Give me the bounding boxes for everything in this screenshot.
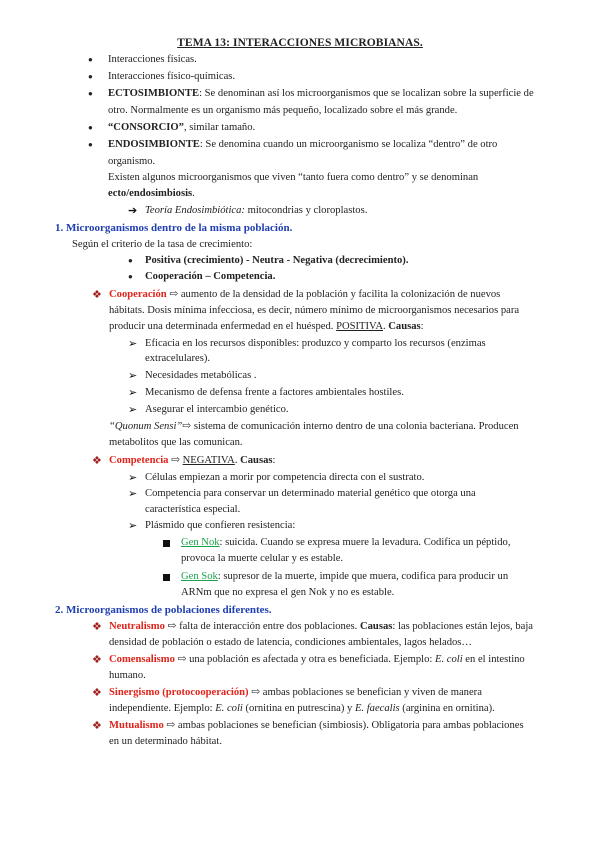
siner-text-c: (arginina en ornitina). (399, 703, 495, 714)
coop-item-4: Asegurar el intercambio genético. (145, 404, 289, 415)
bullet-dot: ● (88, 89, 93, 98)
siner-efaecalis: E. faecalis (354, 703, 400, 714)
comp-text-a: ⇨ (168, 455, 183, 466)
bullet-dot: ● (88, 140, 93, 149)
chevron-right-icon: ➢ (128, 370, 138, 382)
mutualismo-line1 (109, 719, 524, 733)
section-2-heading: 2. Microorganismos de poblaciones diferentes. (55, 604, 272, 616)
intro-consorcio (108, 121, 255, 135)
neut-causas: Causas (359, 621, 393, 632)
bullet-dot: ● (88, 123, 93, 132)
endo-term: ENDOSIMBIONTE (108, 139, 200, 150)
endo-text: : Se denomina cuando un microorganismo se localiza “dentro” de otro (199, 139, 498, 150)
chevron-right-icon: ➢ (128, 338, 138, 350)
consorcio-term: “CONSORCIO” (108, 122, 184, 133)
coop-item-3: Mecanismo de defensa frente a factores ambientales hostiles. (145, 387, 404, 398)
comensalismo-line1 (109, 653, 525, 667)
siner-text: ⇨ ambas poblaciones se benefician y viven de manera (248, 687, 482, 698)
intro-item-2: Interacciones físico-químicas. (108, 71, 236, 82)
diamond-bullet-icon: ❖ (92, 289, 102, 301)
neut-text-a: ⇨ falta de interacción entre dos poblaciones. (164, 621, 360, 632)
siner-text-b: (ornitina en putrescina) y (242, 703, 355, 714)
bullet-dot: ● (128, 272, 133, 281)
coop-causas: Causas (388, 321, 421, 332)
intro-endo-line1 (108, 138, 497, 152)
comp-negativa: NEGATIVA (182, 455, 235, 466)
neutralismo-line1 (109, 620, 533, 634)
cooperacion-line1 (109, 288, 500, 302)
bullet-dot: ● (88, 72, 93, 81)
gen-nok-text: : suicida. Cuando se expresa muere la levadura. Codifica un péptido, (219, 537, 511, 548)
existen-end: . (192, 188, 195, 199)
consorcio-text: , similar tamaño. (183, 122, 256, 133)
neutralismo-line2: densidad de población o estado de latencia, condiciones ambientales, lagos helados… (109, 637, 473, 648)
sinergismo-term: Sinergismo (protocooperación) (109, 687, 249, 698)
diamond-bullet-icon: ❖ (92, 654, 102, 666)
comensalismo-line2: humano. (109, 670, 146, 681)
diamond-bullet-icon: ❖ (92, 621, 102, 633)
intro-endo-line2: organismo. (108, 156, 156, 167)
sinergismo-line1 (109, 686, 482, 700)
comen-text-b: en el intestino (462, 654, 525, 665)
teoria-line (145, 204, 367, 218)
neut-text-b: : las poblaciones están lejos, baja (392, 621, 533, 632)
chevron-right-icon: ➢ (128, 520, 138, 532)
gen-sok-line1 (181, 570, 508, 584)
mutualismo-line2: en un determinado hábitat. (109, 736, 222, 747)
comp-item-2a: Competencia para conservar un determinado material genético que otorga una (145, 488, 476, 499)
neutralismo-term: Neutralismo (109, 621, 165, 632)
sinergismo-line2 (109, 702, 495, 716)
mutu-text: ⇨ ambas poblaciones se benefician (simbiosis). Obligatoria para ambas poblaciones (163, 720, 524, 731)
chevron-right-icon: ➢ (128, 387, 138, 399)
siner-text-a: independiente. Ejemplo: (109, 703, 216, 714)
quorum-line2: metabolitos que las comunican. (109, 437, 243, 448)
diamond-bullet-icon: ❖ (92, 720, 102, 732)
intro-existen-line1: Existen algunos microorganismos que viven “tanto fuera como dentro” y se denominan (108, 172, 479, 183)
coop-item-2: Necesidades metabólicas . (145, 370, 257, 381)
criterio-item-2: Cooperación – Competencia. (145, 271, 276, 282)
intro-ecto-line2: otro. Normalmente es un organismo más pequeño, localizado sobre el más grande. (108, 105, 458, 116)
cooperacion-text: ⇨ aumento de la densidad de la población y facilita la colonización de nuevos (166, 289, 501, 300)
quorum-line1 (109, 420, 519, 434)
coop-text-b: . (382, 321, 389, 332)
ecto-text: : Se denominan así los microorganismos que se localizan sobre la superficie de (199, 88, 534, 99)
intro-item-1: Interacciones físicas. (108, 54, 197, 65)
gen-nok-term: Gen Nok (181, 537, 220, 548)
section-1-heading: 1. Microorganismos dentro de la misma población. (55, 222, 293, 234)
square-bullet-icon (163, 574, 170, 581)
comp-item-3: Plásmido que confieren resistencia: (145, 520, 296, 531)
arrow-right-icon: ➔ (128, 205, 138, 217)
intro-existen-line2 (108, 187, 195, 201)
criterio-line: Según el criterio de la tasa de crecimiento: (72, 239, 253, 250)
gen-sok-text: : supresor de la muerte, impide que muera, codifica para producir un (217, 571, 509, 582)
teoria-term: Teoría Endosimbiótica: (145, 205, 245, 216)
ecto-term: ECTOSIMBIONTE (108, 88, 200, 99)
cooperacion-line2: hábitats. Dosis mínima infecciosa, es decir, número mínimo de microorganismos necesarios para (109, 305, 520, 316)
comp-text-c: : (272, 455, 276, 466)
bullet-dot: ● (88, 55, 93, 64)
comensalismo-term: Comensalismo (109, 654, 175, 665)
coop-item-1b: extracelulares). (145, 353, 210, 364)
siner-ecoli: E. coli (215, 703, 243, 714)
square-bullet-icon (163, 540, 170, 547)
intro-ecto-line1 (108, 87, 534, 101)
teoria-text: mitocondrias y cloroplastos. (244, 205, 368, 216)
bullet-dot: ● (128, 256, 133, 265)
gen-nok-line1 (181, 536, 511, 550)
gen-sok-line2: ARNm que no expresa el gen Nok y no es estable. (181, 587, 395, 598)
comen-ecoli: E. coli (435, 654, 463, 665)
comp-item-1: Células empiezan a morir por competencia directa con el sustrato. (145, 472, 425, 483)
chevron-right-icon: ➢ (128, 472, 138, 484)
quorum-term: “Quonum Sensi” (109, 421, 183, 432)
cooperacion-term: Cooperación (109, 289, 167, 300)
criterio-item-1: Positiva (crecimiento) - Neutra - Negativa (decrecimiento). (145, 255, 409, 266)
mutualismo-term: Mutualismo (109, 720, 164, 731)
competencia-term: Competencia (109, 455, 169, 466)
diamond-bullet-icon: ❖ (92, 687, 102, 699)
gen-nok-line2: provoca la muerte celular y es estable. (181, 553, 344, 564)
comen-text-a: ⇨ una población es afectada y otra es beneficiada. Ejemplo: (174, 654, 435, 665)
comp-causas: Causas (240, 455, 273, 466)
gen-sok-term: Gen Sok (181, 571, 218, 582)
coop-text-c: : (420, 321, 424, 332)
competencia-line (109, 454, 275, 468)
comp-item-2b: característica especial. (145, 504, 241, 515)
quorum-text: ⇨ sistema de comunicación interno dentro de una colonia bacteriana. Producen (182, 421, 519, 432)
page-title: TEMA 13: INTERACCIONES MICROBIANAS. (177, 37, 423, 49)
cooperacion-line3 (109, 320, 424, 334)
coop-positiva: POSITIVA (336, 321, 383, 332)
chevron-right-icon: ➢ (128, 404, 138, 416)
coop-text-a: producir una determinada enfermedad en el huésped. (109, 321, 337, 332)
coop-item-1a: Eficacia en los recursos disponibles: produzco y comparto los recursos (enzimas (145, 338, 486, 349)
comp-text-b: . (234, 455, 241, 466)
ecto-endo-term: ecto/endosimbiosis (108, 188, 193, 199)
chevron-right-icon: ➢ (128, 488, 138, 500)
diamond-bullet-icon: ❖ (92, 455, 102, 467)
